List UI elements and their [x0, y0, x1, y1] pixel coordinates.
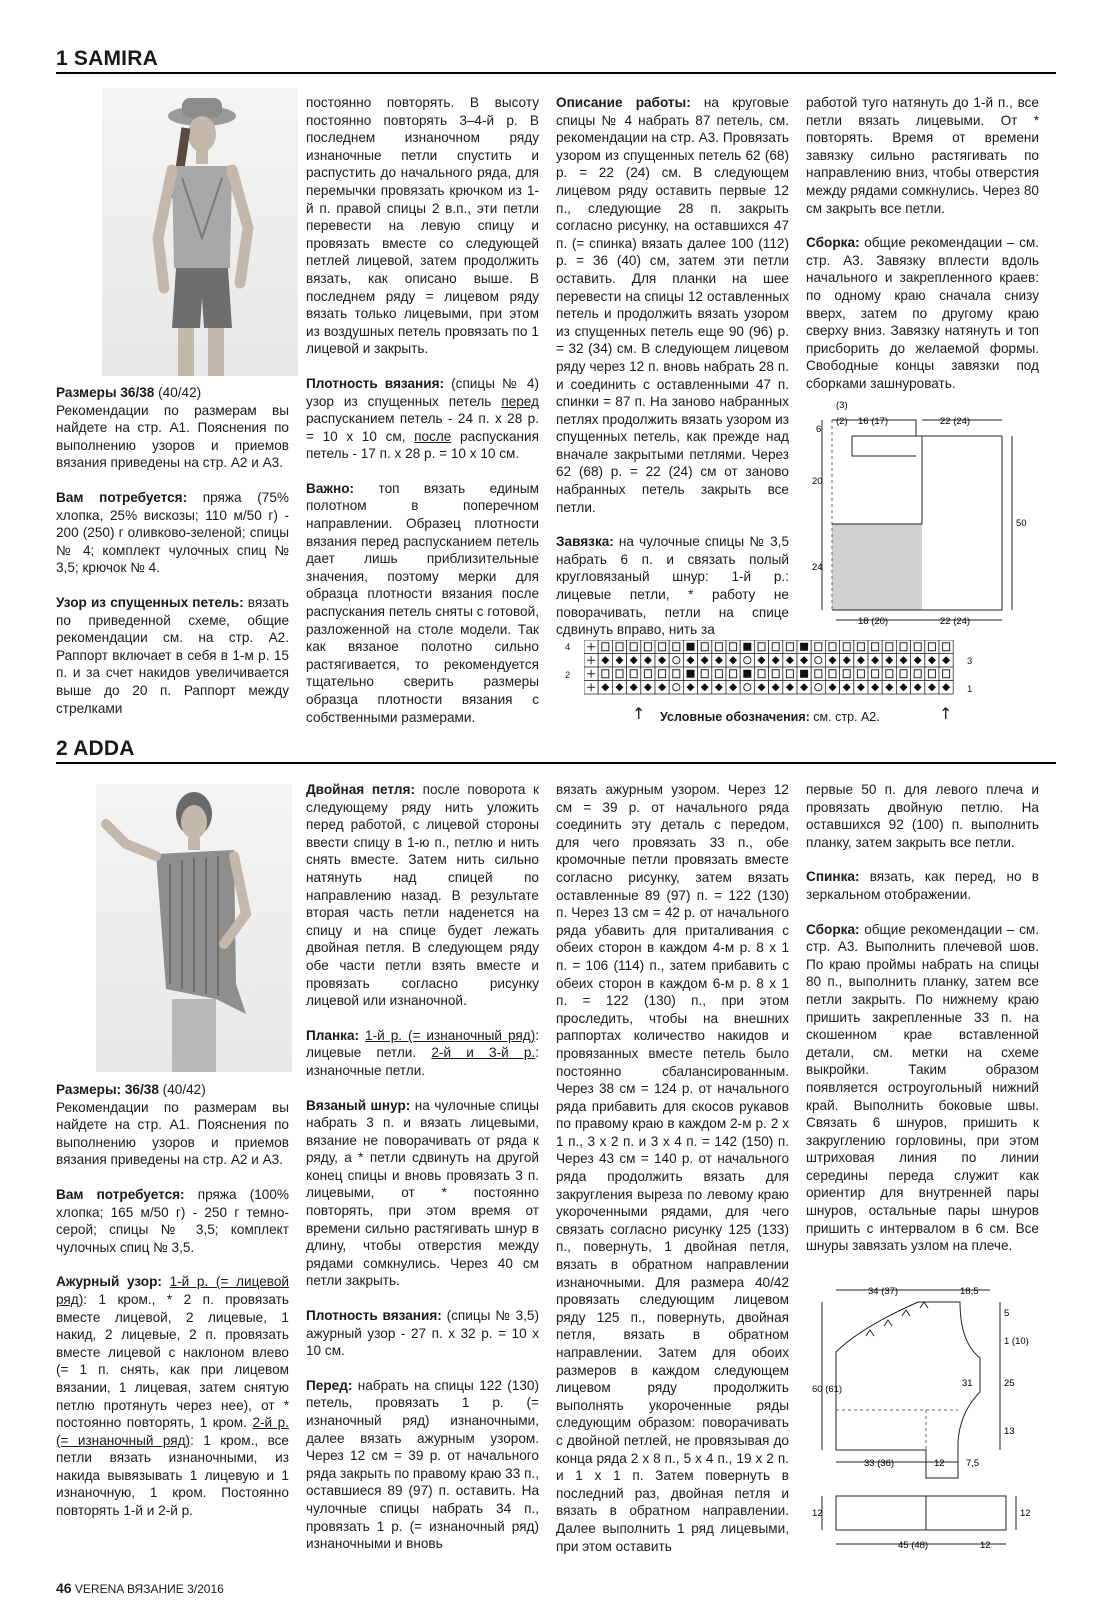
- dim-label: 16 (17): [858, 416, 889, 427]
- dim-label: 33 (36): [864, 1458, 895, 1469]
- stitch-chart: [562, 640, 982, 700]
- s2-column-1: [56, 1081, 289, 1520]
- stitch-symbol: [800, 643, 808, 651]
- dim-label: 45 (48): [898, 1540, 929, 1551]
- adda-schematic: [810, 1282, 1042, 1582]
- dim-label: 22 (24): [940, 416, 971, 427]
- s1-column-1: [56, 384, 289, 717]
- materials-label: Вам потребуется:: [56, 489, 188, 505]
- dim-label: 5: [1004, 1308, 1010, 1319]
- pattern-text: вязать по приведенной схеме, общие рекомендации см. на стр. А2. Раппорт включает в себя в 1-м р. 15 п. и за счет накидов увеличивается выше до 20 п. Раппорт между стрелками: [56, 594, 289, 716]
- stitch-symbol: [687, 670, 695, 678]
- woman-in-top-illustration: [102, 88, 298, 376]
- dim-label: 20: [812, 476, 823, 487]
- stitch-symbol: [687, 643, 695, 651]
- dim-label: 22 (24): [940, 616, 971, 627]
- dim-label: 18 (20): [858, 616, 889, 627]
- lace-text: : 1 кром., * 2 п. провязать вместе лицевой, 2 лицевые, 1 накид, 2 лицевые, 2 п. провязать вместе лицевой с наклоном влево (= 1 п. снять, как при лицевом вязании, 1 лицевая, затем снятую петлю протянуть через нее), от * постоянно повторять, 1 кром.: [56, 1291, 289, 1431]
- dim-label: 34 (37): [868, 1286, 899, 1297]
- double-stitch-text: после поворота к следующему ряду нить уложить перед работой, с лицевой стороны ввести спицу в 1-ю п., петлю и нить снять вместе. Затем нить сильно натянуть над спицей по направлению назад. В результате вторая часть петли наденется на спицу и на спице будет лежать двойная петля. В следующем ряду обе части петли взять вместе и провязать согласно рисунку лицевой или изнаночной.: [306, 782, 539, 1009]
- lace-label: Ажурный узор:: [56, 1274, 162, 1290]
- sizes-text: Рекомендации по размерам вы найдете на стр. А1. Пояснения по выполнению узоров и приемов вязания приведены на стр. А2 и А3.: [56, 402, 289, 471]
- gauge-underline: после: [414, 428, 452, 444]
- assembly-label: Сборка:: [806, 235, 860, 251]
- legend: [660, 710, 880, 724]
- s2-column-4: [806, 781, 1039, 1255]
- band-text: : изнаночные петли.: [306, 1045, 539, 1078]
- dim-label: 12: [812, 1508, 823, 1519]
- row-number: 3: [967, 656, 973, 667]
- stitch-symbol: [743, 670, 751, 678]
- dim-label: 25: [1004, 1378, 1015, 1389]
- arrow-up-icon: ↑: [632, 704, 646, 723]
- gauge-label: Плотность вязания:: [306, 375, 445, 391]
- gauge-text: распусканием петель - 24 п. х 28 р. = 10 х 10 см,: [306, 411, 539, 444]
- magazine-name: VERENA ВЯЗАНИЕ 3/2016: [74, 1582, 224, 1596]
- dim-label: 31: [962, 1378, 973, 1389]
- gauge-underline: перед: [501, 393, 539, 409]
- assembly-label: Сборка:: [806, 921, 860, 937]
- tie-text: на чулочные спицы № 3,5 набрать 6 п. и связать полый кругловязаный шнур: 1-й р.: лицевые петли, * работу не поворачивать, петли на спице сдвинуть вправо, нить за: [556, 534, 789, 638]
- band-row: 1-й р. (= изнаночный ряд): [365, 1027, 536, 1043]
- row-number: 2: [565, 670, 571, 681]
- dim-label: 50: [1016, 518, 1027, 529]
- lace-row-1: 1-й р. (= лицевой ряд): [56, 1274, 290, 1307]
- work-label: Описание работы:: [556, 95, 691, 110]
- materials-text: пряжа (100% хлопка; 165 м/50 г) - 250 г темно-серой; спицы № 3,5; комплект чулочных спиц № 3,5.: [56, 1186, 289, 1255]
- dim-label: 7,5: [966, 1458, 980, 1469]
- model-photo-samira: [102, 88, 298, 376]
- model-photo-adda: [96, 784, 292, 1072]
- back-label: Спинка:: [806, 869, 860, 885]
- dim-label: 12: [980, 1540, 991, 1551]
- dim-label: (3): [836, 400, 848, 411]
- lace-row-2: 2-й р. (= изнаночный ряд): [56, 1415, 289, 1448]
- materials-text: пряжа (75% хлопка, 25% вискозы; 110 м/50 г) - 200 (250) г оливково-зеленой; спицы № 4; комплект чулочных спиц № 3,5; крючок № 4.: [56, 489, 289, 576]
- s1-column-3: [556, 94, 789, 639]
- important-text: топ вязать единым полотном в поперечном направлении. Образец плотности вязания перед распусканием петель дает лишь приблизительные значения, поэтому мерки для образца плотности вязания после распускания петель сняты с готовой, разложенной на столе модели. Так как вязаное полотно сильно растягивается, то рекомендуется тщательно сверить размеры образца плотности вязания с собственными размерами.: [306, 480, 539, 725]
- woman-in-lace-top-illustration: [96, 784, 292, 1072]
- sizes-label: Размеры 36/38: [56, 385, 155, 400]
- row-number: 1: [967, 684, 973, 695]
- stitch-symbol: [743, 643, 751, 651]
- dim-label: 1 (10): [1004, 1336, 1029, 1347]
- page-footer: [56, 1580, 224, 1596]
- materials-label: Вам потребуется:: [56, 1186, 185, 1202]
- assembly-text: общие рекомендации – см. стр. А3. Завязку вплести вдоль начального и закрепленного краев: по одному краю сначала снизу вверх, затем по другому краю сверху вниз. Завязку натянуть и топ присборить до желаемой формы. Свободные концы завязки под сборками зашнуровать.: [806, 235, 1039, 391]
- section-rule: [56, 762, 1056, 764]
- section-title-samira: 1 SAMIRA: [56, 47, 158, 70]
- s2-column-2: [306, 781, 539, 1553]
- pattern-label: Узор из спущенных петель:: [56, 594, 244, 610]
- work-text: на круговые спицы № 4 набрать 87 петель, см. рекомендации на стр. А3. Провязать узором из спущенных петель 62 (68) р. = 22 (24) см. В следующем лицевом ряду оставить первые 12 п., следующие 28 п. закрыть согласно рисунку, на оставшихся 47 п. (= спинка) вязать далее 100 (112) р. = 36 (40) см, затем эти петли оставить. Для планки на шее перевести на спицы 12 оставленных петель и продолжить вязать узором из спущенных петель еще 90 (96) р. = 32 (34) см. В следующем лицевом ряду через 12 п. вновь набрать 28 п. и соединить с оставленными 47 п. спинки = 87 п. На заново набранных петлях продолжить вязать узором из спущенных петель, как прежде над вначале закрытыми петлями. Через 62 (68) р. = 22 (24) см от заново набранных петель закрыть все петли.: [556, 95, 789, 515]
- section-rule: [56, 72, 1056, 74]
- paragraph: постоянно повторять. В высоту постоянно повторять 3–4-й р. В последнем изнаночном ряду изнаночные петли спустить и распустить до начального ряда, для перемычки провязать крючком из 1-й п. правой спицы 2 в.п., эти петли перевести на левую спицу и провязать вместе со следующей петлей лицевой, затем продолжить вязать, как описано выше. В последнем ряду = лицевом ряду вязать только лицевыми, при этом из воздушных петель провязать по 1 лицевой и закрыть.: [306, 95, 539, 357]
- important-label: Важно:: [306, 480, 355, 496]
- dim-label: 24: [812, 562, 823, 573]
- sizes-label: Размеры: 36/38: [56, 1082, 159, 1097]
- dim-label: 12: [934, 1458, 945, 1469]
- assembly-text: общие рекомендации – см. стр. А3. Выполнить плечевой шов. По краю проймы набрать на спицы 80 п., выполнить планку, затем все петли закрыть. По нижнему краю пришить закрепленные 33 п. на скошенном крае вставленной детали, см. метки на схеме выкройки. Таким образом появляется остроугольный нижний край. Выполнить боковые швы. Связать 6 шнуров, пришить к закруглению горловины, при этом штриховая линия по линии середины переда служит как ориентир для внутренней пары шнуров, остальные пары шнуров пришить с интервалом в 6 см. Все шнуры завязать узлом на плече.: [806, 921, 1039, 1254]
- cord-text: на чулочные спицы набрать 3 п. и вязать лицевыми, вязание не поворачивать от ряда к ряду, а * петли сдвинуть на другой конец спицы и вновь провязать 3 п. лицевыми, от * постоянно повторять, при этом время от времени сильно растягивать шнур в длину, чтобы отверстия между рядами сомкнулись. Через 40 см петли закрыть.: [306, 1097, 539, 1289]
- s1-column-4: [806, 94, 1039, 393]
- front-label: Перед:: [306, 1377, 353, 1393]
- arrow-up-icon: ↑: [939, 704, 953, 723]
- cord-label: Вязаный шнур:: [306, 1097, 411, 1113]
- tie-label: Завязка:: [556, 534, 614, 550]
- band-text: : лицевые петли.: [306, 1027, 539, 1061]
- gauge-text: (спицы № 3,5) ажурный узор - 27 п. х 32 р. = 10 х 10 см.: [306, 1308, 539, 1359]
- dim-label: 60 (61): [812, 1384, 843, 1395]
- double-stitch-label: Двойная петля:: [306, 782, 415, 797]
- dim-label: 6: [816, 424, 822, 435]
- sizes-alt: (40/42): [154, 385, 202, 400]
- band-label: Планка:: [306, 1027, 360, 1043]
- lace-text: : 1 кром., все петли вязать изнаночными, из накида вывязывать 1 лицевую и 1 изнаночную, 1 кром. Постоянно повторять 1-й и 2-й р.: [56, 1432, 289, 1519]
- section-title-adda: 2 ADDA: [56, 737, 135, 760]
- back-text: вязать, как перед, но в зеркальном отображении.: [806, 869, 1039, 902]
- paragraph: вязать ажурным узором. Через 12 см = 39 р. от начального ряда соединить эту деталь с передом, для чего провязать 33 п., обе кромочные петли провязать вместе согласно рисунку, затем вязать оставленные 89 (97) п. = 122 (130) п. Через 13 см = 42 р. от начального ряда убавить для приталивания с обеих сторон в каждом 4-м р. 8 х 1 п. = 106 (114) п., затем прибавить с обеих сторон в каждом 6-м р. 8 х 1 п. = 122 (130) п., при этом проследить, чтобы на внешних раппортах количество накидов и провязанных вместе петель было постоянно сбалансированным. Через 38 см = 124 р. от начального ряда прибавить для скосов рукавов по правому краю в каждом 2-м р. 2 х 1 п., 3 х 2 п. и 3 х 4 п. = 142 (150) п. Через 43 см = 140 р. от начального ряда продолжить вязать для закругления выреза по левому краю укороченными рядами, для чего связать согласно рисунку 125 (133) п., повернуть, 1 двойная петля, вязать в обратном направлении изнаночными. Для размера 40/42 провязать следующим лицевом ряду 125 п., повернуть, двойная петля, вязать в обратном направлении. Затем для обоих размеров в каждом следующем лицевом ряду продолжить выполнять укороченные ряды следующим образом: поворачивать с двойной петлей, не провязывая до конца ряда 2 х 8 п., 5 х 4 п., 19 х 2 п. и 1 х 1 п. Затем повернуть в последний раз, двойная петля и вязать в обратном направлении. Далее выполнить 1 ряд лицевыми, при этом оставить: [556, 782, 789, 1554]
- page-number: 46: [56, 1580, 72, 1596]
- sizes-alt: (40/42): [158, 1082, 206, 1097]
- paragraph: работой туго натянуть до 1-й п., все петли вязать лицевыми. От * повторять. Время от времени завязку сильно растягивать по направлению вниз, чтобы отверстия между рядами сомкнулись. Через 80 см закрыть все петли.: [806, 95, 1039, 216]
- dim-label: 13: [1004, 1426, 1015, 1437]
- dim-label: (2): [836, 416, 848, 427]
- gauge-text: распускания петель - 17 п. х 28 р. = 10 х 10 см.: [306, 428, 540, 462]
- samira-schematic: [806, 398, 1046, 630]
- dim-label: 12: [1020, 1508, 1031, 1519]
- sizes-text: Рекомендации по размерам вы найдете на стр. А1. Пояснения по выполнению узоров и приемов вязания приведены на стр. А2 и А3.: [56, 1099, 289, 1168]
- gauge-label: Плотность вязания:: [306, 1308, 442, 1324]
- s1-column-2: [306, 94, 539, 726]
- paragraph: первые 50 п. для левого плеча и провязать двойную петлю. На оставшихся 92 (100) п. выполнить планку, затем закрыть все петли.: [806, 782, 1039, 850]
- gauge-text: (спицы № 4) узор из спущенных петель: [306, 375, 539, 409]
- dim-label: 18,5: [960, 1286, 979, 1297]
- legend-text: см. стр. А2.: [809, 710, 880, 724]
- stitch-symbol: [800, 670, 808, 678]
- band-row: 2-й и 3-й р.: [431, 1045, 536, 1061]
- row-number: 4: [565, 642, 571, 653]
- legend-label: Условные обозначения:: [660, 710, 810, 724]
- s2-column-3: [556, 781, 789, 1555]
- stitch-grid: [584, 640, 956, 698]
- front-text: набрать на спицы 122 (130) петель, провязать 1 р. (= изнаночный ряд) изнаночными, далее вязать ажурным узором. Через 12 см = 39 р. от начального ряда закрыть по правому краю 33 п., оставшиеся 89 (97) п. оставить. На чулочные спицы набрать 34 п., провязать 1 р. (= изнаночный ряд) изнаночными и вновь: [306, 1377, 539, 1552]
